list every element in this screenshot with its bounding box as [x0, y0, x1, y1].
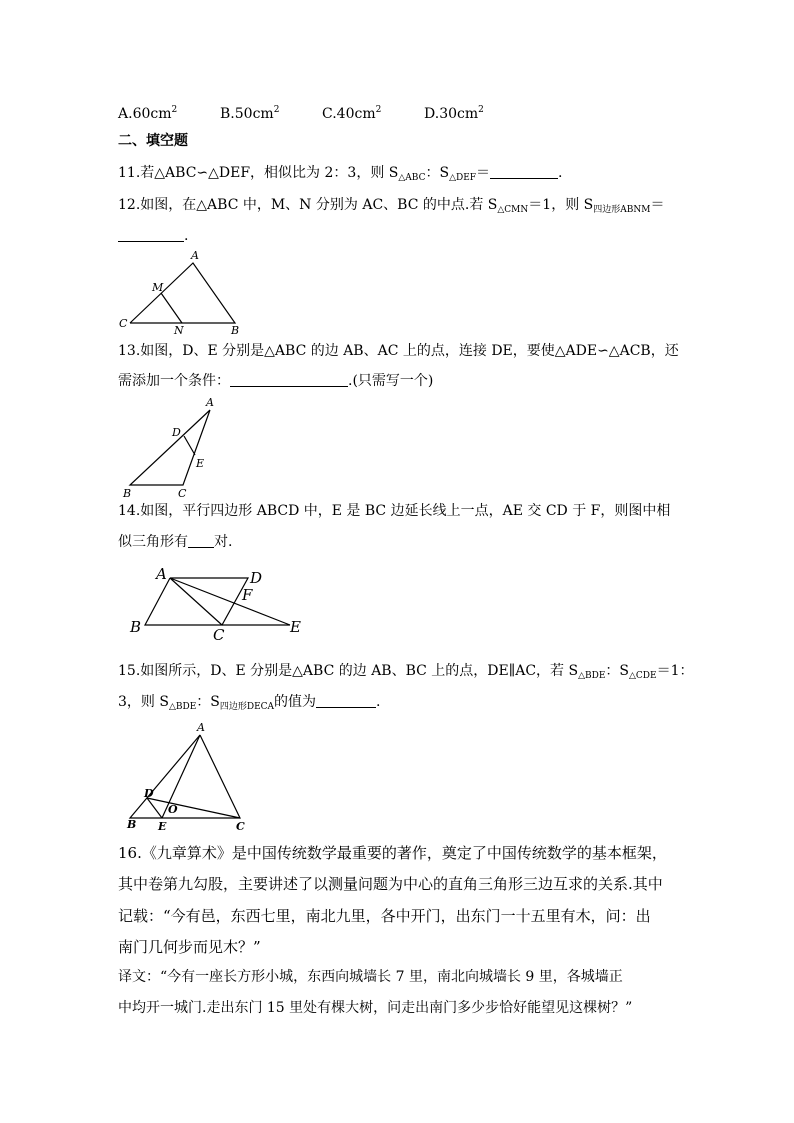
answer-blank[interactable]: [188, 533, 214, 548]
question-14-line2: 似三角形有 对.: [118, 534, 233, 550]
label-A: A: [206, 396, 214, 409]
label-B: B: [130, 618, 142, 636]
question-14: 14.如图，平行四边形 ABCD 中，E 是 BC 边延长线上一点，AE 交 CD 于 F，则图中相: [118, 503, 671, 519]
choice-a: $A.60cm^2$: [118, 105, 178, 122]
label-E: E: [290, 618, 301, 636]
label-D: D: [172, 426, 181, 439]
label-B: B: [231, 324, 240, 337]
label-M: M: [152, 281, 164, 294]
choice-d: $D.30cm^2$: [424, 105, 484, 122]
question-16-line6: 中均开一城门.走出东门 15 里处有棵大树，问走出南门多少步恰好能望见这棵树？”: [118, 1000, 633, 1016]
answer-choices: [118, 100, 484, 124]
label-F: F: [242, 586, 253, 604]
label-A: A: [156, 565, 167, 583]
answer-blank[interactable]: [118, 227, 184, 242]
label-E: E: [158, 820, 167, 833]
label-E: E: [196, 457, 205, 470]
label-B: B: [123, 487, 132, 500]
question-16-line3: 记载：“今有邑，东西七里，南北九里，各中开门，出东门一十五里有木，问：出: [118, 907, 651, 925]
question-16-line2: 其中卷第九勾股，主要讲述了以测量问题为中心的直角三角形三边互求的关系.其中: [118, 875, 663, 893]
question-11: 11.若△ABC∽△DEF，相似比为 2：3，则 $S_{\triangle ABC}$：$S_{\triangle DEF}=$ .: [118, 165, 563, 183]
label-D: D: [250, 569, 263, 587]
label-C: C: [119, 317, 128, 330]
question-16-line5: 译文：“今有一座长方形小城，东西向城墙长 7 里，南北向城墙长 9 里，各城墙正: [118, 969, 623, 985]
answer-blank[interactable]: [316, 693, 376, 708]
label-N: N: [174, 324, 184, 337]
question-12-answer-line: .: [118, 226, 188, 246]
label-A: A: [197, 721, 205, 734]
figure-12: [115, 248, 255, 338]
answer-blank[interactable]: [490, 164, 558, 179]
question-12: 12.如图，在△ABC 中，M、N 分别为 AC、BC 的中点.若 $S_{\triangle CMN}=1$，则 $S_{四边形ABNM}=$: [118, 197, 665, 215]
label-C: C: [213, 626, 225, 644]
answer-blank[interactable]: [230, 372, 348, 387]
label-A: A: [191, 249, 199, 262]
choice-b: $B.50cm^2$: [220, 105, 280, 122]
question-13-line2: 需添加一个条件： .(只需写一个): [118, 373, 434, 389]
question-15: 15.如图所示，D、E 分别是△ABC 的边 AB、BC 上的点，DE∥AC，若 $S_{\triangle BDE}$：$S_{\triangle CDE}=1$：: [118, 663, 694, 681]
label-C: C: [178, 487, 187, 500]
question-15-line2: 3，则 $S_{\triangle BDE}$：$S_{四边形DECA}$的值为 .: [118, 694, 381, 712]
figure-15: [118, 720, 258, 835]
question-16-line4: 南门几何步而见木？”: [118, 938, 261, 956]
choice-c: $C.40cm^2$: [322, 105, 382, 122]
label-C: C: [236, 820, 245, 833]
label-D: D: [144, 787, 154, 800]
question-13: 13.如图，D、E 分别是△ABC 的边 AB、AC 上的点，连接 DE，要使△ADE∽△ACB，还: [118, 343, 679, 359]
label-B: B: [127, 818, 137, 831]
question-16-line1: 16.《九章算术》是中国传统数学最重要的著作，奠定了中国传统数学的基本框架，: [118, 844, 667, 862]
figure-13: [118, 395, 228, 505]
section-title: 二、填空题: [118, 133, 188, 149]
figure-14: [125, 562, 315, 647]
label-O: O: [168, 803, 178, 816]
